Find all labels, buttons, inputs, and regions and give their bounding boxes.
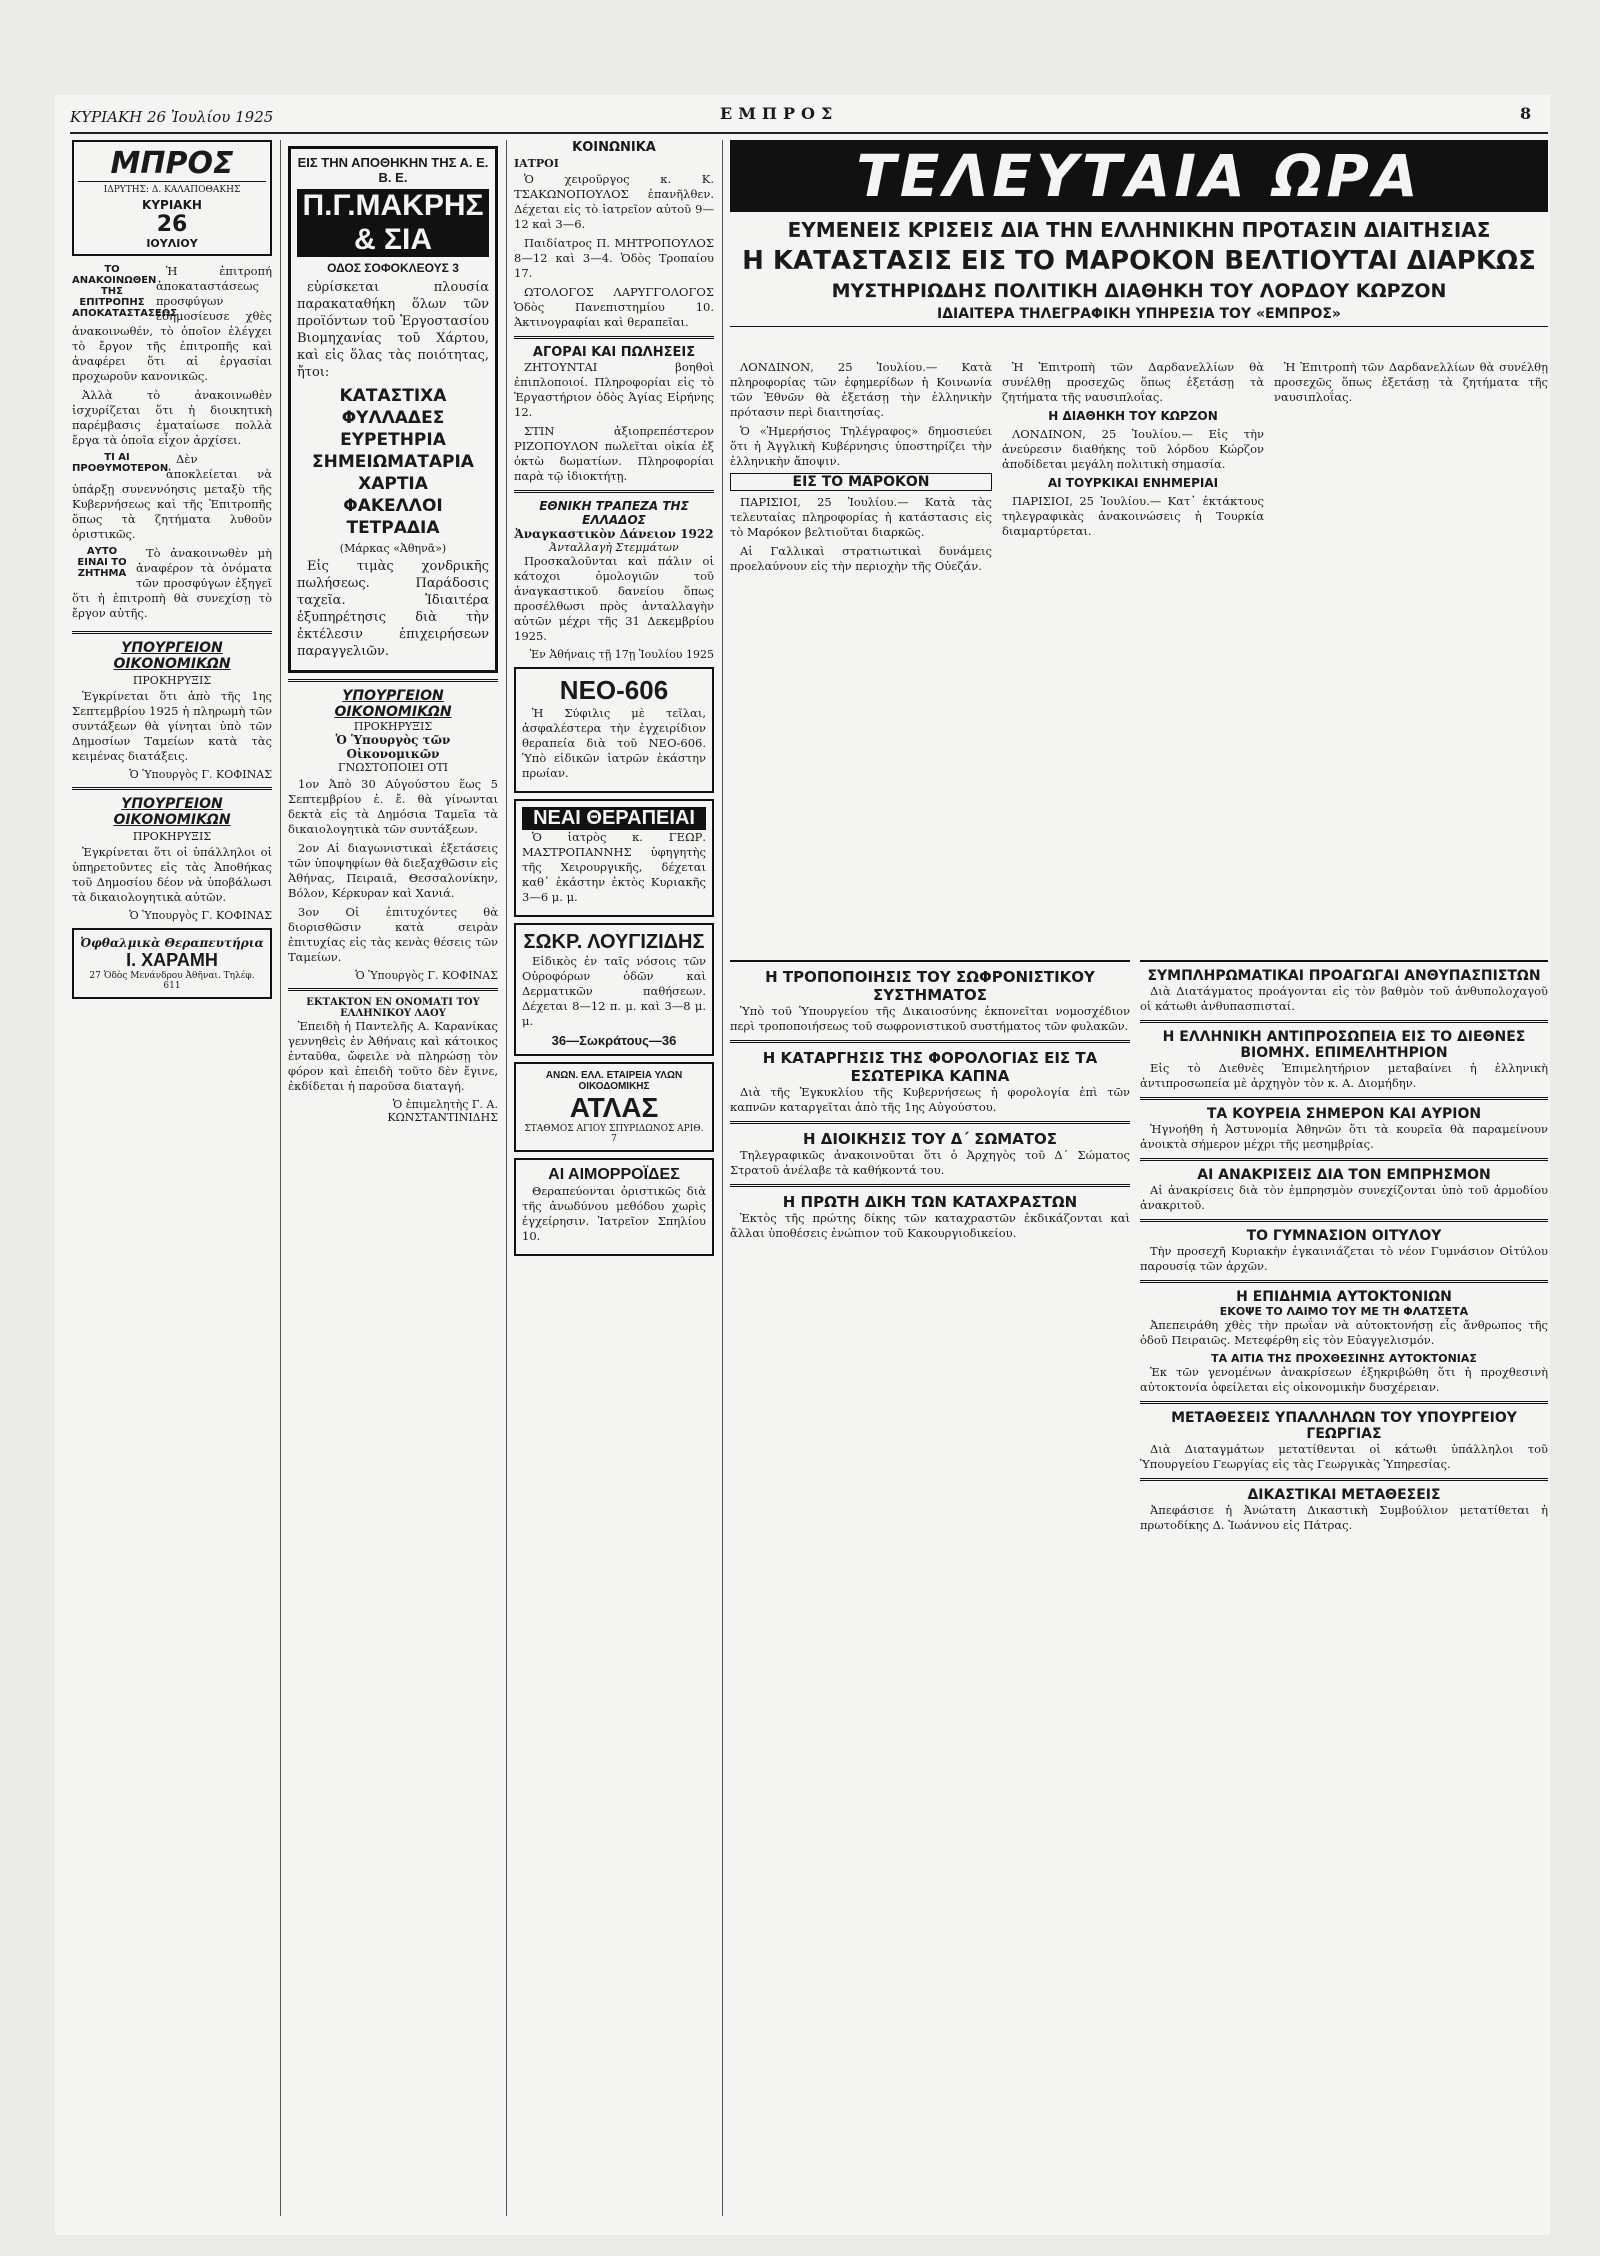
column-rule bbox=[722, 140, 723, 2216]
dispatch-subheading: Η ΔΙΑΘΗΚΗ ΤΟΥ ΚΩΡΖΟΝ bbox=[1048, 409, 1218, 423]
masthead-publisher: ΙΔΡΥΤΗΣ: Δ. ΚΑΛΑΠΟΘΑΚΗΣ bbox=[103, 185, 241, 195]
column-2 bbox=[288, 140, 498, 2216]
dispatch-paragraph: Ἡ Ἐπιτροπὴ τῶν Δαρδανελλίων θὰ συνέλθῃ προσεχῶς ὅπως ἐξετάσῃ τὰ ζητήματα τῆς ναυσιπλοΐας. bbox=[1002, 360, 1264, 404]
story-body: Ἀπεφάσισε ἡ Ἀνώτατη Δικαστικὴ Συμβούλιον μετατίθεται ἡ πρωτοδίκης Δ. Ἰωάννου εἰς Πάτρας. bbox=[1140, 1503, 1548, 1532]
notice-from: Ὁ Ὑπουργὸς τῶν Οἰκονομικῶν bbox=[335, 733, 451, 761]
story-body: Διὰ Διαταγμάτων μετατίθενται οἱ κάτωθι ὑπάλληλοι τοῦ Ὑπουργείου Γεωργίας εἰς τὰς Γεωργικὰς Ὑπηρεσίας. bbox=[1140, 1442, 1548, 1471]
neo-606-ad bbox=[514, 667, 714, 793]
ad-product: ΕΥΡΕΤΗΡΙΑ bbox=[340, 430, 446, 450]
ad-title: ΝΕΟ-606 bbox=[559, 675, 669, 705]
story-title: ΤΑ ΚΟΥΡΕΙΑ ΣΗΜΕΡΟΝ ΚΑΙ ΑΥΡΙΟΝ bbox=[1206, 1106, 1482, 1122]
ad-product: ΦΑΚΕΛΛΟΙ bbox=[343, 496, 443, 516]
ad-footer: Εἰς τιμὰς χονδρικῆς πωλήσεως. Παράδοσις ταχεῖα. Ἰδιαιτέρα ἐξυπηρέτησις διὰ τὴν ἐκτέλεσιν ἐπιχειρήσεων παραγγελιῶν. bbox=[297, 559, 489, 659]
divider bbox=[514, 490, 714, 493]
masthead-date: 26 bbox=[156, 212, 188, 237]
story-title: Η ΕΠΙΔΗΜΙΑ ΑΥΤΟΚΤΟΝΙΩΝ bbox=[1236, 1289, 1452, 1305]
ad-body: Εἰδικὸς ἐν ταῖς νόσοις τῶν Οὐροφόρων ὁδῶν καὶ Δερματικῶν παθήσεων. Δέχεται 8—12 π. μ. καὶ 3—8 μ. μ. bbox=[522, 954, 706, 1028]
story-body: Τηλεγραφικῶς ἀνακοινοῦται ὅτι ὁ Ἀρχηγὸς τοῦ Δ΄ Σώματος Στρατοῦ ἀνέλαβε τὰ καθήκοντά του. bbox=[730, 1148, 1130, 1177]
listing-paragraph: Ὁ χειροῦργος κ. Κ. ΤΣΑΚΩΝΟΠΟΥΛΟΣ ἐπανῆλθεν. Δέχεται εἰς τὸ ἰατρεῖον αὐτοῦ 9—12 καὶ 3—6. bbox=[514, 172, 714, 231]
doctor-ad bbox=[514, 923, 714, 1056]
story-body: Ἐκ τῶν γενομένων ἀνακρίσεων ἐξηκριβώθη ὅτι ἡ προχθεσινὴ αὐτοκτονία ὀφείλεται εἰς οἰκονομικὴν δυσχέρειαν. bbox=[1140, 1365, 1548, 1394]
dispatch-paragraph: Ὁ «Ἡμερήσιος Τηλέγραφος» δημοσιεύει ὅτι ἡ Ἀγγλικὴ Κυβέρνησις ὑποστηρίζει τὴν ἑλληνικὴν ἄποψιν. bbox=[730, 424, 992, 468]
divider bbox=[1140, 1478, 1548, 1481]
ad-address: ΣΤΑΘΜΟΣ ΑΓΙΟΥ ΣΠΥΡΙΔΩΝΟΣ ΑΡΙΘ. 7 bbox=[524, 1124, 704, 1144]
side-heading-2: ΤΙ ΑΙ ΠΡΟΘΥΜΟΤΕΡΟΝ bbox=[72, 452, 169, 474]
story-title: ΤΟ ΓΥΜΝΑΣΙΟΝ ΟΙΤΥΛΟΥ bbox=[1246, 1228, 1442, 1244]
dispatch-paragraph: Ἡ Ἐπιτροπὴ τῶν Δαρδανελλίων θὰ συνέλθῃ προσεχῶς ὅπως ἐξετάσῃ τὰ ζητήματα τῆς ναυσιπλοΐας. bbox=[1274, 360, 1548, 404]
divider bbox=[1140, 1280, 1548, 1283]
story-title: ΜΕΤΑΘΕΣΕΙΣ ΥΠΑΛΛΗΛΩΝ ΤΟΥ ΥΠΟΥΡΓΕΙΟΥ ΓΕΩΡΓΙΑΣ bbox=[1171, 1410, 1517, 1442]
divider bbox=[514, 336, 714, 339]
notice-title: ΥΠΟΥΡΓΕΙΟΝ ΟΙΚΟΝΟΜΙΚΩΝ bbox=[113, 796, 231, 828]
notice-title: ΥΠΟΥΡΓΕΙΟΝ ΟΙΚΟΝΟΜΙΚΩΝ bbox=[334, 688, 452, 720]
dispatch-paragraph: ΠΑΡΙΣΙΟΙ, 25 Ἰουλίου.— Κατ᾽ ἐκτάκτους τηλεγραφικὰς ἀνακοινώσεις ἡ Τουρκία διαμαρτύρεται. bbox=[1002, 494, 1264, 538]
header-rule bbox=[70, 132, 1548, 134]
headline-telegraph: ΙΔΙΑΙΤΕΡΑ ΤΗΛΕΓΡΑΦΙΚΗ ΥΠΗΡΕΣΙΑ ΤΟΥ «ΕΜΠΡΟΣ» bbox=[730, 306, 1548, 327]
divider bbox=[1140, 1401, 1548, 1404]
notice-paragraph: 3ον Οἱ ἐπιτυχόντες θὰ διορισθῶσιν κατὰ σειρὰν ἐπιτυχίας εἰς τὰς κενὰς θέσεις τῶν Ταμείων. bbox=[288, 905, 498, 964]
story-body: Ἠγνοήθη ἡ Ἀστυνομία Ἀθηνῶν ὅτι τὰ κουρεῖα θὰ παραμείνουν ἀνοικτὰ σήμερον μέχρι τῆς μεσημβρίας. bbox=[1140, 1122, 1548, 1151]
notice-subtitle: ΠΡΟΚΗΡΥΞΙΣ bbox=[132, 674, 212, 687]
story-title: ΣΥΜΠΛΗΡΩΜΑΤΙΚΑΙ ΠΡΟΑΓΩΓΑΙ ΑΝΘΥΠΑΣΠΙΣΤΩΝ bbox=[1147, 968, 1541, 984]
divider bbox=[730, 1184, 1130, 1187]
ad-body: Ὁ ἰατρὸς κ. ΓΕΩΡ. ΜΑΣΤΡΟΠΑΝΝΗΣ ὑφηγητὴς τῆς Χειρουργικῆς, δέχεται καθ᾽ ἑκάστην ἐκτὸς Κυριακῆς 3—6 μ. μ. bbox=[522, 830, 706, 904]
ad-product: ΣΗΜΕΙΩΜΑΤΑΡΙΑ bbox=[312, 452, 474, 472]
ad-products bbox=[297, 385, 489, 539]
divider bbox=[288, 988, 498, 991]
ad-description: εὑρίσκεται πλουσία παρακαταθήκη ὅλων τῶν προϊόντων τοῦ Ἐργοστασίου Βιομηχανίας τοῦ Χάρτου, καὶ εἰς ὅλας τὰς ποιότητας, ἤτοι: bbox=[297, 280, 489, 380]
header-paper-name: ΕΜΠΡΟΣ bbox=[720, 104, 839, 123]
story-subtitle: ΕΚΟΨΕ ΤΟ ΛΑΙΜΟ ΤΟΥ ΜΕ ΤΗ ΦΛΑΤΣΕΤΑ bbox=[1219, 1305, 1469, 1318]
last-hour-banner: ΤΕΛΕΥΤΑΙΑ ΩΡΑ bbox=[730, 140, 1548, 212]
listing-paragraph: ΣΤΙΝ ἀξιοπρεπέστερον ΡΙΖΟΠΟΥΛΟΝ πωλεῖται οἰκία ἐξ ὀκτὼ δωματίων. Πληροφορίαι παρὰ τῷ ἰδιοκτήτῃ. bbox=[514, 424, 714, 483]
header-page-number: 8 bbox=[1520, 104, 1532, 123]
article-paragraph: Ἀλλὰ τὸ ἀνακοινωθὲν ἰσχυρίζεται ὅτι ἡ διοικητικὴ παρέμβασις ἐματαίωσε πολλὰ ἔργα τὰ ὁποῖα εἶχον ἀρχίσει. bbox=[72, 388, 272, 447]
bank-subheading: Ἀναγκαστικὸν Δάνειον 1922 bbox=[514, 527, 714, 541]
story-title: Η ΠΡΩΤΗ ΔΙΚΗ ΤΩΝ ΚΑΤΑΧΡΑΣΤΩΝ bbox=[782, 1193, 1078, 1211]
story-title: ΑΙ ΑΝΑΚΡΙΣΕΙΣ ΔΙΑ ΤΟΝ ΕΜΠΡΗΣΜΟΝ bbox=[1197, 1167, 1491, 1183]
notice-body: Ἐγκρίνεται ὅτι οἱ ὑπάλληλοι οἱ ὑπηρετοῦντες εἰς τὰς Ἀποθήκας τοῦ Δημοσίου δέον νὰ ὑποβάλωσι τὰ δικαιολογητικὰ αὐτῶν. bbox=[72, 845, 272, 904]
column-rule bbox=[280, 140, 281, 2216]
headline-arbitration: ΕΥΜΕΝΕΙΣ ΚΡΙΣΕΙΣ ΔΙΑ ΤΗΝ ΕΛΛΗΝΙΚΗΝ ΠΡΟΤΑΣΙΝ ΔΙΑΙΤΗΣΙΑΣ bbox=[787, 218, 1491, 242]
column-rule bbox=[506, 140, 507, 2216]
ad-address: 36—Σωκράτους—36 bbox=[551, 1033, 677, 1048]
lower-left-stories bbox=[730, 960, 1130, 1245]
section-heading-sales: ΑΓΟΡΑΙ ΚΑΙ ΠΩΛΗΣΕΙΣ bbox=[532, 345, 696, 360]
side-heading-3: ΑΥΤΟ ΕΙΝΑΙ ΤΟ ΖΗΤΗΜΑ bbox=[77, 546, 127, 579]
ad-address: 27 Ὁδὸς Μενάνδρου Ἀθῆναι. Τηλέφ. 611 bbox=[89, 971, 255, 991]
bank-subheading-2: Ἀνταλλαγὴ Στεμμάτων bbox=[549, 541, 679, 554]
divider bbox=[730, 1040, 1130, 1043]
side-heading-1: ΤΟ ΑΝΑΚΟΙΝΩΘΕΝ ΤΗΣ ΕΠΙΤΡΟΠΗΣ ΑΠΟΚΑΤΑΣΤΑΣΕΩΣ bbox=[72, 264, 178, 319]
notice-title: ΥΠΟΥΡΓΕΙΟΝ ΟΙΚΟΝΟΜΙΚΩΝ bbox=[113, 640, 231, 672]
dispatch-paragraph: Αἱ Γαλλικαὶ στρατιωτικαὶ δυνάμεις προελαύνουν εἰς τὴν περιοχὴν τῆς Οὐεζάν. bbox=[730, 544, 992, 573]
ad-title: ΑΙ ΑΙΜΟΡΡΟΪΔΕΣ bbox=[548, 1166, 680, 1183]
notice-lead: ΓΝΩΣΤΟΠΟΙΕΙ ΟΤΙ bbox=[337, 761, 449, 774]
haemorrhoid-ad bbox=[514, 1158, 714, 1256]
notice-subtitle: ΠΡΟΚΗΡΥΞΙΣ bbox=[132, 830, 212, 843]
story-body: Διὰ τῆς Ἐγκυκλίου τῆς Κυβερνήσεως ἡ φορολογία ἐπὶ τῶν καπνῶν καταργεῖται ἀπὸ τῆς 1ης Αὐγούστου. bbox=[730, 1085, 1130, 1114]
ad-intro: ΑΝΩΝ. ΕΛΛ. ΕΤΑΙΡΕΙΑ ΥΛΩΝ ΟΙΚΟΔΟΜΙΚΗΣ bbox=[545, 1070, 683, 1092]
section-subheading-doctors: ΙΑΤΡΟΙ bbox=[514, 157, 559, 170]
notice2-body: Ἐπειδὴ ἡ Παντελῆς Α. Καρανίκας γεννηθεὶς ἐν Ἀθήναις καὶ κάτοικος ἐνταῦθα, ὤφειλε νὰ πληρώσῃ τὸν φόρον καὶ ἐπειδὴ τοῦτο δὲν ἔγινε, ἐκδίδεται ἡ παροῦσα διαταγή. bbox=[288, 1019, 498, 1093]
ad-address: ΟΔΟΣ ΣΟΦΟΚΛΕΟΥΣ 3 bbox=[327, 261, 459, 275]
ad-product: ΧΑΡΤΙΑ bbox=[358, 474, 428, 494]
ad-name: ΑΤΛΑΣ bbox=[569, 1092, 659, 1123]
bank-body: Προσκαλοῦνται καὶ πάλιν οἱ κάτοχοι ὁμολογιῶν τοῦ ἀναγκαστικοῦ δανείου ὅπως προσέλθωσι πρὸς ἀνταλλαγὴν αὐτῶν μέχρι τῆς 31 Δεκεμβρίου 1925. bbox=[514, 554, 714, 643]
notice-body: Ἐγκρίνεται ὅτι ἀπὸ τῆς 1ης Σεπτεμβρίου 1925 ἡ πληρωμὴ τῶν συντάξεων θὰ γίνηται ὑπὸ τῶν Δημοσίων Ταμείων κατὰ τὰς κειμένας διατάξεις. bbox=[72, 689, 272, 763]
story-body: Αἱ ἀνακρίσεις διὰ τὸν ἐμπρησμὸν συνεχίζονται ὑπὸ τοῦ ἀρμοδίου ἀνακριτοῦ. bbox=[1140, 1183, 1548, 1212]
divider bbox=[1140, 1097, 1548, 1100]
ad-title: Ὀφθαλμικὰ Θεραπευτήρια bbox=[80, 936, 264, 950]
ad-brand: (Μάρκας «Ἀθηνᾶ») bbox=[339, 542, 447, 555]
listing-paragraph: ΩΤΟΛΟΓΟΣ ΛΑΡΥΓΓΟΛΟΓΟΣ Ὁδὸς Πανεπιστημίου 10. Ἀκτινογραφίαι καὶ θεραπεῖαι. bbox=[514, 285, 714, 329]
story-body: Εἰς τὸ Διεθνὲς Ἐπιμελητήριον μεταβαίνει ἡ ἑλληνικὴ ἀντιπροσωπεία μὲ ἀρχηγὸν τὸν κ. Α. Διομήδην. bbox=[1140, 1061, 1548, 1090]
story-body: Ἐκτὸς τῆς πρώτης δίκης τῶν καταχραστῶν ἐκδικάζονται καὶ ἄλλαι ὑποθέσεις ἐνώπιον τοῦ Κακουργιοδικείου. bbox=[730, 1211, 1130, 1240]
listing-paragraph: ΖΗΤΟΥΝΤΑΙ βοηθοὶ ἐπιπλοποιοί. Πληροφορίαι εἰς τὸ Ἐργαστήριον ὁδὸς Ἀγίας Εἰρήνης 12. bbox=[514, 360, 714, 419]
morocco-box-heading: ΕΙΣ ΤΟ ΜΑΡΟΚΟΝ bbox=[730, 473, 992, 491]
article-paragraph: Ἡ ἐπιτροπή ἀποκαταστάσεως προσφύγων ἐδημοσίευσε χθὲς ἀνακοινωθέν, τὸ ὁποῖον ἐλέγχει τὸ ἔργον τῆς ἐπιτροπῆς καὶ ἀναφέρει ὅτι αἱ ἐργασίαι προχωροῦν κανονικῶς. bbox=[72, 264, 272, 383]
story-subtitle: ΤΑ ΑΙΤΙΑ ΤΗΣ ΠΡΟΧΘΕΣΙΝΗΣ ΑΥΤΟΚΤΟΝΙΑΣ bbox=[1211, 1352, 1477, 1365]
story-body: Διὰ Διατάγματος προάγονται εἰς τὸν βαθμὸν τοῦ ἀνθυπολοχαγοῦ οἱ κάτωθι ἀνθυπασπισταί. bbox=[1140, 984, 1548, 1013]
story-title: ΔΙΚΑΣΤΙΚΑΙ ΜΕΤΑΘΕΣΕΙΣ bbox=[1247, 1487, 1441, 1503]
divider bbox=[1140, 1020, 1548, 1023]
dispatch-subheading: ΑΙ ΤΟΥΡΚΙΚΑΙ ΕΝΗΜΕΡΙΑΙ bbox=[1047, 476, 1219, 490]
ad-name: Π.Γ.ΜΑΚΡΗΣ & ΣΙΑ bbox=[297, 189, 489, 257]
masthead-day: ΚΥΡΙΑΚΗ bbox=[142, 198, 202, 212]
masthead-title: ΜΠΡΟΣ bbox=[78, 146, 266, 182]
ad-product: ΚΑΤΑΣΤΙΧΑ bbox=[339, 386, 447, 406]
headline-morocco: Η ΚΑΤΑΣΤΑΣΙΣ ΕΙΣ ΤΟ ΜΑΡΟΚΟΝ ΒΕΛΤΙΟΥΤΑΙ ΔΙΑΡΚΩΣ bbox=[742, 246, 1536, 276]
article-paragraph: Δὲν ἀποκλείεται νὰ ὑπάρξῃ συνεννόησις μεταξὺ τῆς Κυβερνήσεως καὶ τῆς Ἐπιτροπῆς ὅπως τὰ ζητήματα λυθοῦν ὁριστικῶς. bbox=[72, 452, 272, 541]
dispatch-paragraph: ΠΑΡΙΣΙΟΙ, 25 Ἰουλίου.— Κατὰ τὰς τελευταίας πληροφορίας ἡ κατάστασις εἰς τὸ Μαρόκον βελτιοῦται διαρκῶς. bbox=[730, 495, 992, 539]
column-3 bbox=[514, 140, 714, 2216]
divider bbox=[72, 787, 272, 790]
ad-name: Ι. ΧΑΡΑΜΗ bbox=[126, 950, 218, 970]
listing-paragraph: Παιδίατρος Π. ΜΗΤΡΟΠΟΥΛΟΣ 8—12 καὶ 3—4. Ὁδὸς Τροπαίου 17. bbox=[514, 236, 714, 280]
ad-title: ΣΩΚΡ. ΛΟΥΓΙΖΙΔΗΣ bbox=[523, 931, 705, 953]
lower-right-stories bbox=[1140, 960, 1548, 1537]
right-col-1 bbox=[730, 360, 992, 578]
right-col-3 bbox=[1274, 360, 1548, 409]
ad-product: ΤΕΤΡΑΔΙΑ bbox=[346, 518, 440, 538]
dispatch-paragraph: ΛΟΝΔΙΝΟΝ, 25 Ἰουλίου.— Εἰς τὴν ἀνεύρεσιν διαθήκης τοῦ λόρδου Κώρζον ἀποδίδεται μεγάλη πολιτικὴ σημασία. bbox=[1002, 427, 1264, 471]
notice2-heading: ΕΚΤΑΚΤΟΝ ΕΝ ΟΝΟΜΑΤΙ ΤΟΥ ΕΛΛΗΝΙΚΟΥ ΛΑΟΥ bbox=[306, 997, 480, 1019]
bank-heading: ΕΘΝΙΚΗ ΤΡΑΠΕΖΑ ΤΗΣ ΕΛΛΑΔΟΣ bbox=[539, 499, 689, 527]
divider bbox=[1140, 1158, 1548, 1161]
bank-signature: Ἐν Ἀθήναις τῇ 17ῃ Ἰουλίου 1925 bbox=[529, 648, 714, 661]
divider bbox=[72, 631, 272, 634]
divider bbox=[730, 1121, 1130, 1124]
notice-paragraph: 2ον Αἱ διαγωνιστικαὶ ἐξετάσεις τῶν ὑποψηφίων θὰ διεξαχθῶσιν εἰς Ἀθήνας, Πειραιᾶ, Θεσσαλονίκην, Βόλον, Κέρκυραν καὶ Χανιά. bbox=[288, 841, 498, 900]
ad-product: ΦΥΛΛΑΔΕΣ bbox=[341, 408, 445, 428]
notice-signature: Ὁ Ὑπουργὸς Γ. ΚΟΦΙΝΑΣ bbox=[129, 768, 272, 781]
right-col-2 bbox=[1002, 360, 1264, 543]
notice-signature: Ὁ Ὑπουργὸς Γ. ΚΟΦΙΝΑΣ bbox=[355, 969, 498, 982]
story-title: Η ΚΑΤΑΡΓΗΣΙΣ ΤΗΣ ΦΟΡΟΛΟΓΙΑΣ ΕΙΣ ΤΑ ΕΣΩΤΕΡΙΚΑ ΚΑΠΝΑ bbox=[762, 1049, 1098, 1085]
masthead bbox=[72, 140, 272, 256]
notice-paragraph: 1ον Ἀπὸ 30 Αὐγούστου ἕως 5 Σεπτεμβρίου ἐ. ἔ. θὰ γίνωνται δεκτὰ εἰς τὰ Δημόσια Ταμεῖα τὰ δικαιολογητικὰ τῶν συντάξεων. bbox=[288, 777, 498, 836]
section-heading-social: ΚΟΙΝΩΝΙΚΑ bbox=[572, 140, 656, 155]
headline-curzon: ΜΥΣΤΗΡΙΩΔΗΣ ΠΟΛΙΤΙΚΗ ΔΙΑΘΗΚΗ ΤΟΥ ΛΟΡΔΟΥ ΚΩΡΖΟΝ bbox=[831, 280, 1447, 302]
column-1 bbox=[72, 140, 272, 2216]
story-title: Η ΕΛΛΗΝΙΚΗ ΑΝΤΙΠΡΟΣΩΠΕΙΑ ΕΙΣ ΤΟ ΔΙΕΘΝΕΣ ΒΙΟΜΗΧ. ΕΠΙΜΕΛΗΤΗΡΙΟΝ bbox=[1162, 1029, 1526, 1061]
divider bbox=[288, 679, 498, 682]
header-date: ΚΥΡΙΑΚΗ 26 Ἰουλίου 1925 bbox=[70, 108, 274, 126]
article-paragraph: Τὸ ἀνακοινωθὲν μὴ ἀναφέρον τὰ ὀνόματα τῶν προσφύγων ἐξηγεῖ ὅτι ἡ ἐπιτροπὴ θὰ συνεχίσῃ τὸ ἔργον αὐτῆς. bbox=[72, 546, 272, 620]
story-title: Η ΤΡΟΠΟΠΟΙΗΣΙΣ ΤΟΥ ΣΩΦΡΟΝΙΣΤΙΚΟΥ ΣΥΣΤΗΜΑΤΟΣ bbox=[765, 968, 1095, 1004]
ad-title: ΝΕΑΙ ΘΕΡΑΠΕΙΑΙ bbox=[522, 807, 706, 830]
therapy-ad bbox=[514, 799, 714, 917]
masthead-month: ΙΟΥΛΙΟΥ bbox=[146, 237, 198, 250]
ad-body: Θεραπεύονται ὁριστικῶς διὰ τῆς ἀνωδύνου μεθόδου χωρὶς ἐγχείρησιν. Ἰατρεῖον Σπηλίου 10. bbox=[522, 1184, 706, 1243]
story-title: Η ΔΙΟΙΚΗΣΙΣ ΤΟΥ Δ΄ ΣΩΜΑΤΟΣ bbox=[802, 1130, 1058, 1148]
story-body: Ὑπὸ τοῦ Ὑπουργείου τῆς Δικαιοσύνης ἐκπονεῖται νομοσχέδιον περὶ τροποποιήσεως τοῦ σωφρονιστικοῦ συστήματος τῶν φυλακῶν. bbox=[730, 1004, 1130, 1033]
story-body: Τὴν προσεχῆ Κυριακὴν ἐγκαινιάζεται τὸ νέον Γυμνάσιον Οἰτύλου παρουσίᾳ τῶν ἀρχῶν. bbox=[1140, 1244, 1548, 1273]
makris-ad bbox=[288, 146, 498, 673]
divider bbox=[1140, 1219, 1548, 1222]
ad-intro: ΕΙΣ ΤΗΝ ΑΠΟΘΗΚΗΝ ΤΗΣ Α. Ε. Β. Ε. bbox=[297, 155, 489, 185]
notice-signature: Ὁ Ὑπουργὸς Γ. ΚΟΦΙΝΑΣ bbox=[129, 909, 272, 922]
notice2-signature: Ὁ ἐπιμελητὴς Γ. Α. ΚΩΝΣΤΑΝΤΙΝΙΔΗΣ bbox=[387, 1098, 498, 1124]
eye-clinic-ad bbox=[72, 928, 272, 999]
dispatch-paragraph: ΛΟΝΔΙΝΟΝ, 25 Ἰουλίου.— Κατὰ πληροφορίας τῶν ἐφημερίδων ἡ Κοινωνία τῶν Ἐθνῶν θὰ ἐξετάσῃ τὴν ἑλληνικὴν πρότασιν περὶ διαιτησίας. bbox=[730, 360, 992, 419]
atlas-ad bbox=[514, 1062, 714, 1152]
story-body: Ἀπεπειράθη χθὲς τὴν πρωΐαν νὰ αὐτοκτονήσῃ εἷς ἄνθρωπος τῆς ὁδοῦ Πειραιῶς. Μετεφέρθη εἰς τὸν Εὐαγγελισμόν. bbox=[1140, 1318, 1548, 1347]
last-hour-block bbox=[730, 140, 1548, 2216]
notice-subtitle: ΠΡΟΚΗΡΥΞΙΣ bbox=[353, 720, 433, 733]
ad-body: Ἡ Σύφιλις μὲ τεῖλαι, ἀσφαλέστερα τὴν ἐγχειρίδιον θεραπεία διὰ τοῦ ΝΕΟ-606. Ὑπὸ εἰδικῶν ἰατρῶν ἑκάστην πρωίαν. bbox=[522, 706, 706, 780]
